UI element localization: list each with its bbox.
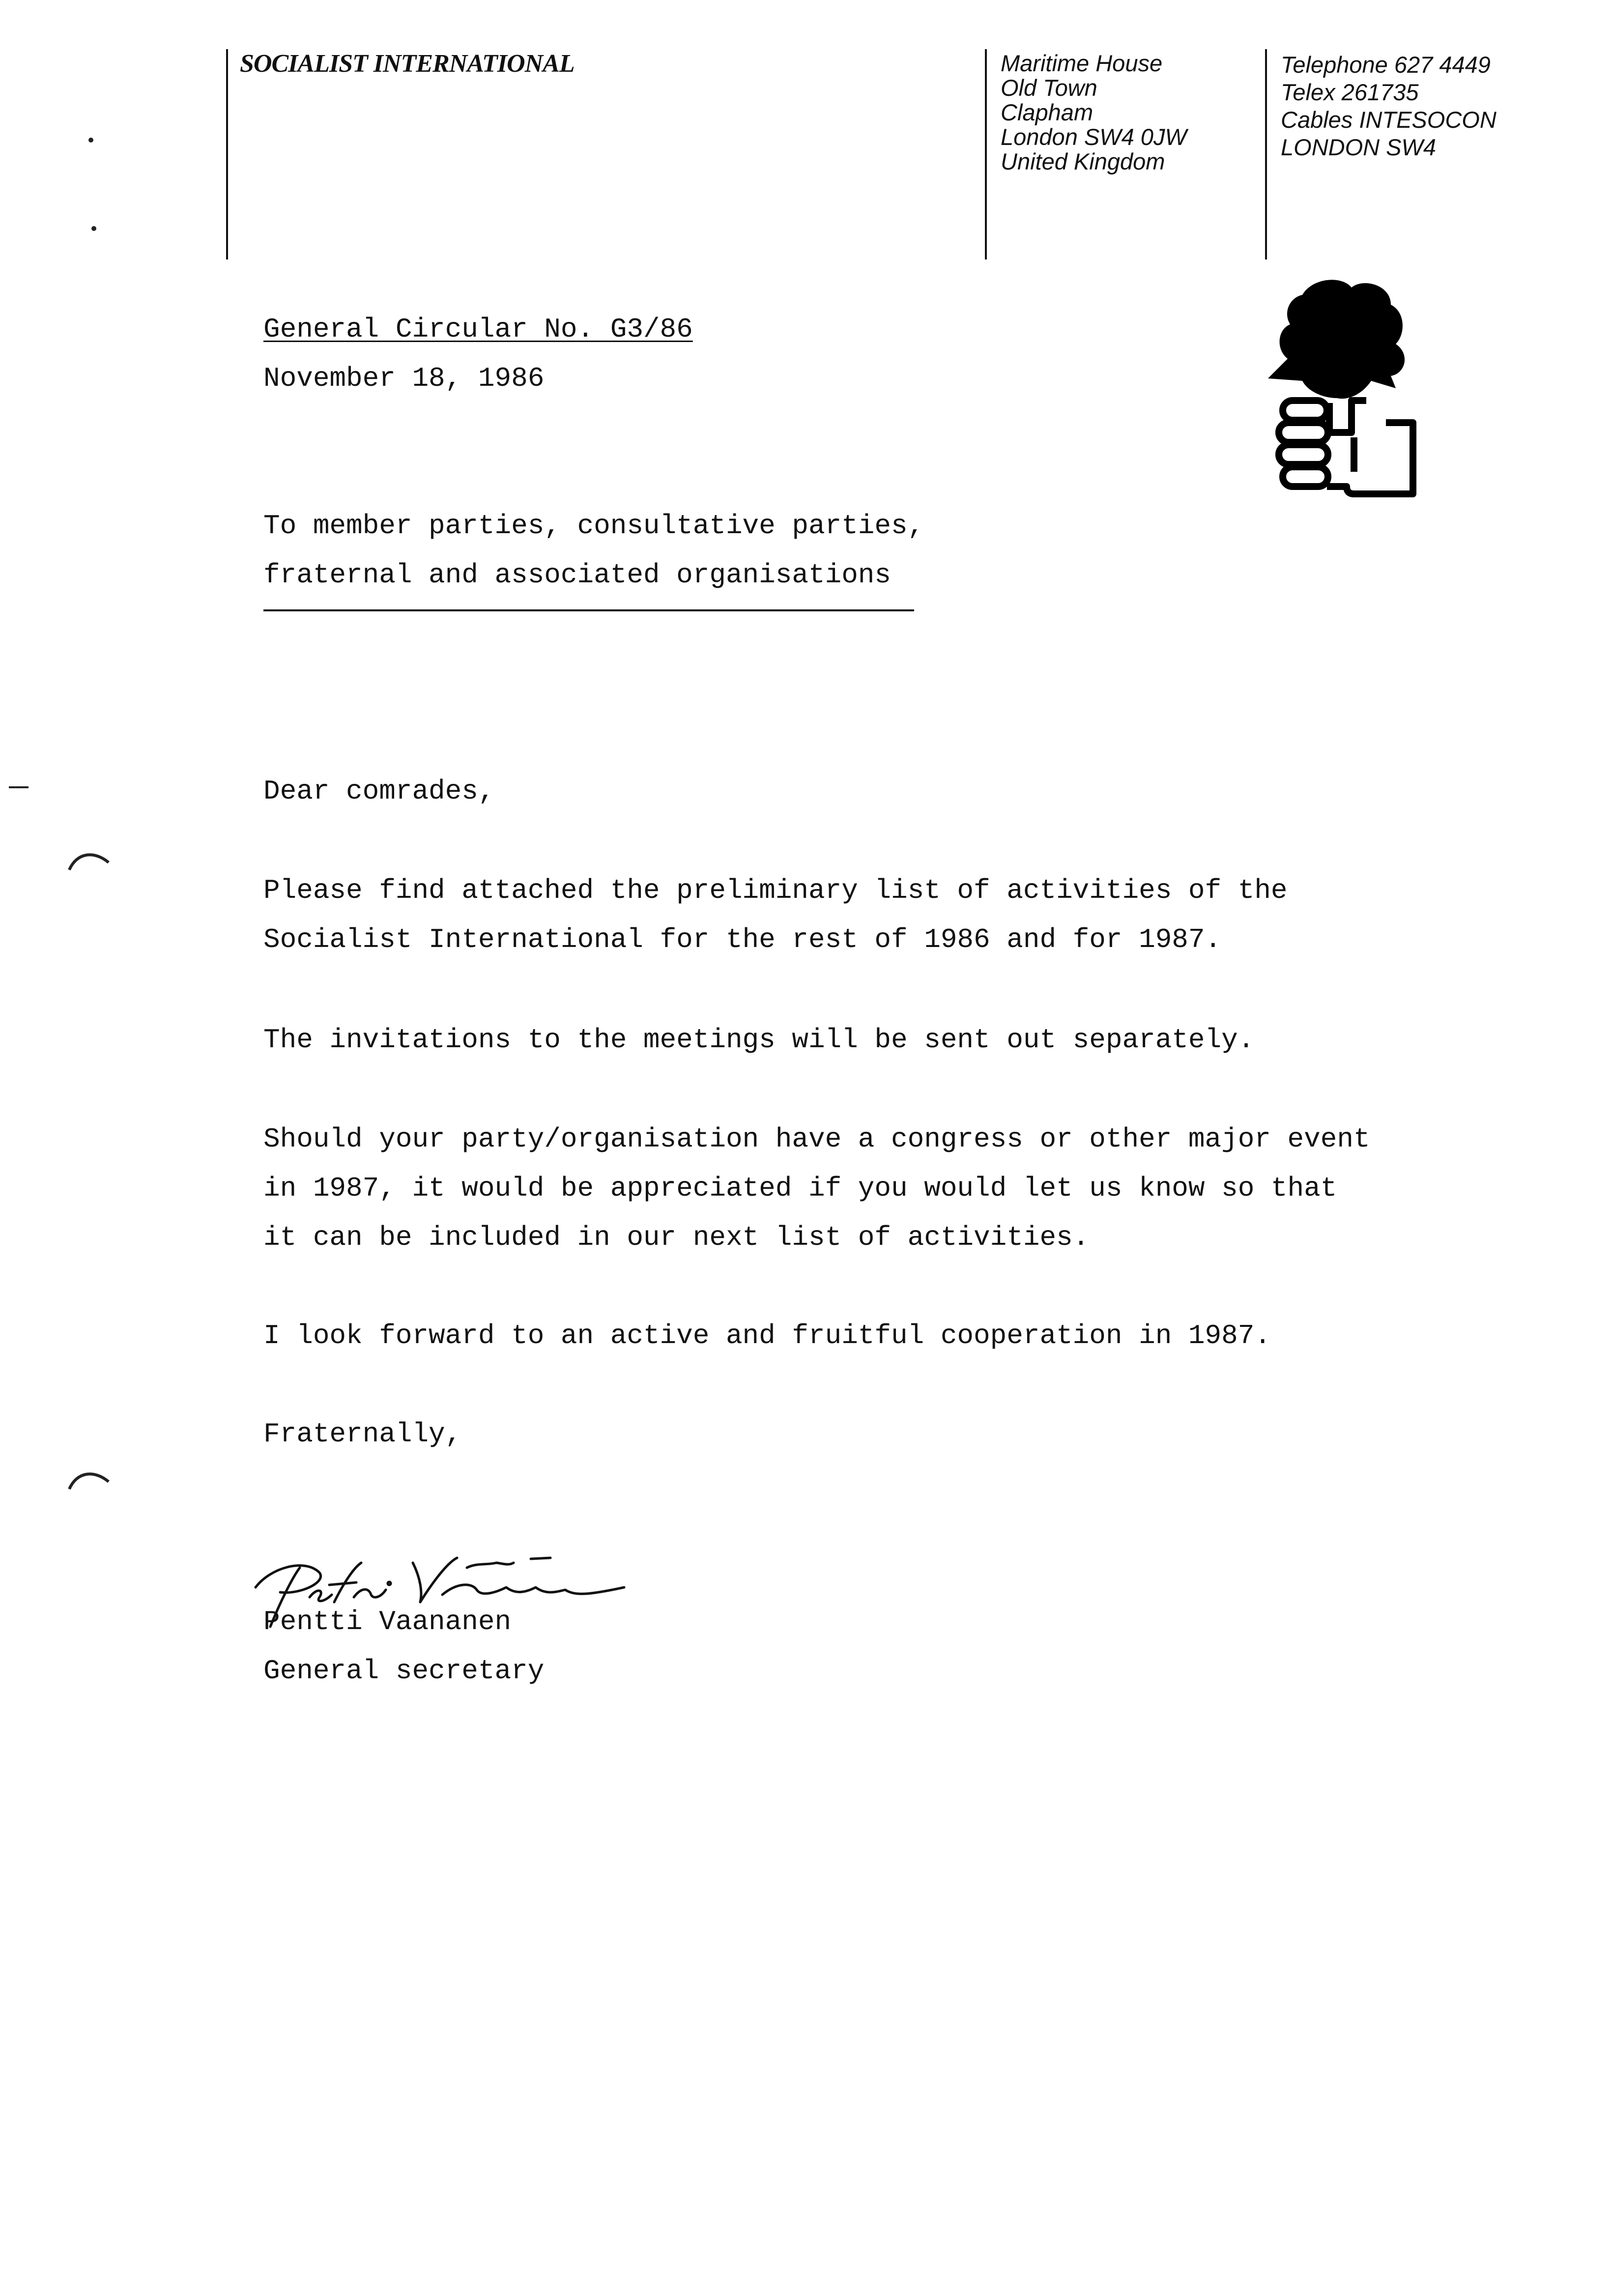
- paragraph-2: The invitations to the meetings will be sent out separately.: [263, 1024, 1255, 1056]
- contact-line: Telephone 627 4449: [1281, 52, 1491, 78]
- contact-line: LONDON SW4: [1281, 134, 1436, 160]
- paragraph-1: [263, 866, 1288, 964]
- letterhead-rule-left: [226, 49, 228, 259]
- address-block: [1001, 51, 1187, 174]
- address-line: Maritime House: [1001, 50, 1163, 76]
- paragraph-line: in 1987, it would be appreciated if you would let us know so that: [263, 1173, 1337, 1204]
- paragraph-line: Should your party/organisation have a congress or other major event: [263, 1123, 1370, 1155]
- address-line: Old Town: [1001, 75, 1097, 101]
- recipients-rule: [263, 609, 914, 611]
- letterhead-rule-right: [1265, 49, 1267, 259]
- address-line: Clapham: [1001, 99, 1094, 125]
- circular-date: November 18, 1986: [263, 363, 545, 394]
- fist-and-rose-icon: [1248, 275, 1425, 501]
- recipients-line-1: To member parties, consultative parties,: [263, 510, 924, 542]
- circular-number: General Circular No. G3/86: [263, 314, 693, 345]
- contact-line: Cables INTESOCON: [1281, 107, 1497, 133]
- paragraph-line: Socialist International for the rest of 1986 and for 1987.: [263, 924, 1222, 955]
- contact-line: Telex 261735: [1281, 79, 1419, 105]
- paragraph-line: it can be included in our next list of activities.: [263, 1222, 1090, 1253]
- scan-speck: [88, 138, 93, 143]
- paragraph-line: Please find attached the preliminary list of activities of the: [263, 875, 1288, 906]
- org-name: SOCIALIST INTERNATIONAL: [240, 50, 575, 78]
- address-line: London SW4 0JW: [1001, 124, 1187, 150]
- scan-arc-mark: [67, 845, 111, 875]
- salutation: Dear comrades,: [263, 775, 495, 807]
- recipients-line-2: fraternal and associated organisations: [263, 559, 892, 591]
- letterhead-rule-middle: [985, 49, 987, 259]
- closing: Fraternally,: [263, 1418, 462, 1450]
- signatory-name: Pentti Vaananen: [263, 1606, 512, 1637]
- address-line: United Kingdom: [1001, 148, 1165, 174]
- scan-speck: [91, 226, 96, 231]
- contact-block: [1281, 51, 1497, 161]
- paragraph-3: [263, 1115, 1370, 1262]
- scan-speck: [9, 786, 29, 788]
- paragraph-4: I look forward to an active and fruitful cooperation in 1987.: [263, 1320, 1271, 1351]
- scan-arc-mark: [67, 1464, 111, 1494]
- signatory-title: General secretary: [263, 1655, 545, 1687]
